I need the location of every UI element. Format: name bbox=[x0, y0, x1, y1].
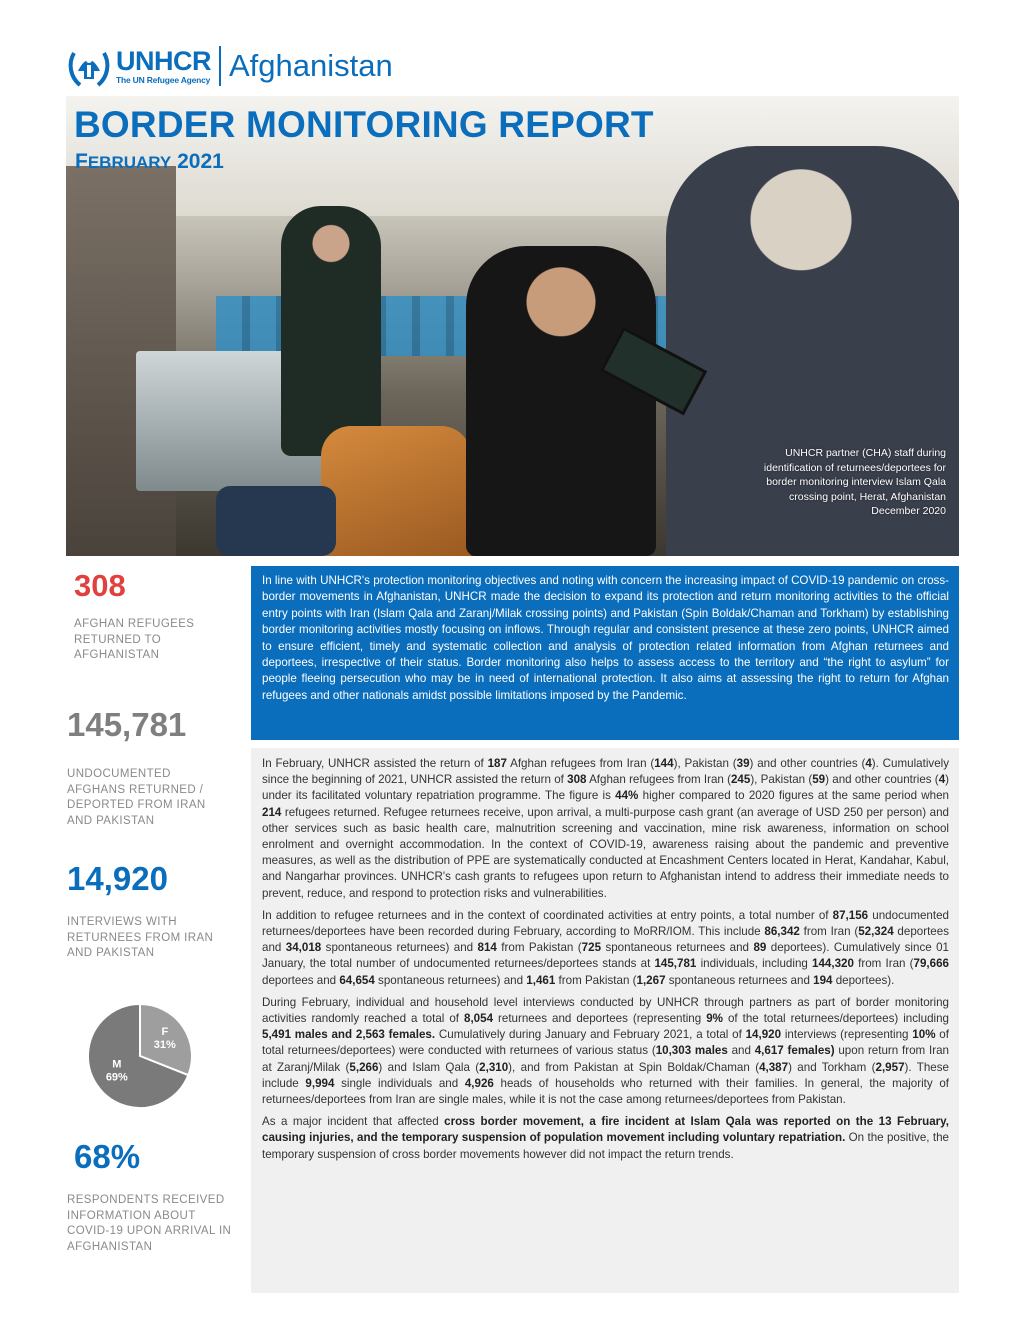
intro-highlight-box: In line with UNHCR's protection monitoring objectives and noting with concern the increasing impact of COVID-19 pandemic on cross-border movements in Afghanistan, UNHCR made the decision to expand its protection and return monitoring activities to the official entry points with Iran (Islam Qala and Zaranj/Milak crossing points) and Pakistan (Spin Boldak/Chaman and Torkham) by establishing border monitoring activities mostly focusing on inflows. Through regular and consistent presence at these zero points, UNHCR aimed to ensure efficient, timely and systematic collection and analysis of protection related information from Afghan returnees and deportees, irrespective of their status. Border monitoring also helps to assess access to the territory and “the right to asylum” for people fleeing persecution who may be in need of international protection. It also aims at assessing the right to return for Afghan refugees and other nationals amidst possible limitations imposed by the Pandemic. bbox=[251, 566, 959, 740]
country-name: Afghanistan bbox=[229, 48, 393, 83]
bold-figure: 4,617 females) bbox=[754, 1044, 835, 1058]
stat-value: 145,781 bbox=[67, 706, 187, 743]
body-paragraph: In addition to refugee returnees and in the context of coordinated activities at entry points, a total number of 87,156 undocumented returnees/deportees have been recorded during February, according to MoRR/IOM. This include 86,342 from Iran (52,324 deportees and 34,018 spontaneous returnees) and 814 from Pakistan (725 spontaneous returnees and 89 deportees). Cumulatively since 01 January, the total number of undocumented returnees/deportees stands at 145,781 individuals, including 144,320 from Iran (79,666 deportees and 64,654 spontaneous returnees) and 1,461 from Pakistan (1,267 spontaneous returnees and 194 deportees). bbox=[262, 908, 950, 987]
photo-caption: UNHCR partner (CHA) staff during identification of returnees/deportees for border monitoring interview Islam Qala crossing point, Herat, Afghanistan December 2020 bbox=[763, 447, 946, 517]
pie-label-f: F 31% bbox=[153, 1026, 176, 1052]
stat-undocumented-returned bbox=[67, 708, 222, 829]
bold-figure: 86,342 bbox=[764, 925, 800, 939]
bold-figure: 9,994 bbox=[305, 1076, 335, 1090]
stat-interviews bbox=[67, 862, 227, 962]
bold-figure: 14,920 bbox=[745, 1028, 782, 1042]
bold-figure: 2,957 bbox=[875, 1060, 905, 1074]
bold-figure: 5,491 males and 2,563 females. bbox=[262, 1028, 436, 1042]
subtitle-initial: F bbox=[75, 150, 88, 173]
bold-figure: 145,781 bbox=[654, 957, 697, 971]
org-name: UNHCR bbox=[116, 45, 211, 76]
stat-label: UNDOCUMENTED AFGHANS RETURNED / DEPORTED FROM IRAN AND PAKISTAN bbox=[67, 768, 206, 827]
stat-label: AFGHAN REFUGEES RETURNED TO AFGHANISTAN bbox=[74, 618, 195, 661]
stat-value: 68% bbox=[74, 1138, 141, 1175]
stat-value: 308 bbox=[74, 568, 126, 603]
bold-figure: 2,310 bbox=[479, 1060, 509, 1074]
unhcr-emblem-icon bbox=[66, 43, 112, 89]
body-paragraph: During February, individual and household level interviews conducted by UNHCR through partners as part of border monitoring activities randomly reached a total of 8,054 returnees and deportees (representing 9% of the total returnees/deportees) including 5,491 males and 2,563 females. Cumulatively during January and February 2021, a total of 14,920 interviews (representing 10% of total returnees/deportees) were conducted with returnees of various status (10,303 males and 4,617 females) upon return from Iran at Zaranj/Milak (5,266) and Islam Qala (2,310), and from Pakistan at Spin Boldak/Chaman (4,387) and Torkham (2,957). These include 9,994 single individuals and 4,926 heads of households who returned with their families. In general, the majority of returnees/deportees from Iran are single males, while it is not the case among returnees/deportees from Pakistan. bbox=[262, 995, 949, 1107]
bold-figure: 245 bbox=[730, 773, 751, 787]
bold-figure: 39 bbox=[736, 757, 750, 770]
body-paragraph: As a major incident that affected cross border movement, a fire incident at Islam Qala was reported on the 13 February, causing injuries, and the temporary suspension of population movement including voluntary repatriation. On the positive, the temporary suspension of cross border movements however did not impact the return trends. bbox=[262, 1115, 949, 1161]
bold-figure: 814 bbox=[477, 941, 497, 955]
bold-figure: 214 bbox=[262, 805, 282, 819]
report-body bbox=[251, 748, 959, 1293]
bold-figure: 4,387 bbox=[759, 1060, 789, 1074]
header bbox=[66, 40, 393, 92]
bold-figure: 10% bbox=[912, 1028, 936, 1042]
bold-figure: 194 bbox=[813, 973, 833, 987]
bold-figure: 4,926 bbox=[464, 1076, 494, 1090]
bold-figure: cross border movement, a fire incident at Islam Qala was reported on the 13 February, causing injuries, and the temporary suspension of population movement including voluntary repatriation. bbox=[262, 1115, 949, 1145]
bold-figure: 44% bbox=[615, 789, 639, 803]
body-paragraph: In February, UNHCR assisted the return of 187 Afghan refugees from Iran (144), Pakistan (39) and other countries (4). Cumulatively since the beginning of 2021, UNHCR assisted the return of 308 Afghan refugees from Iran (245), Pakistan (59) and other countries (4) under its facilitated voluntary repatriation programme. The figure is 44% higher compared to 2020 figures at the same period when 214 refugees returned. Refugee returnees receive, upon arrival, a multi-purpose cash grant (an average of USD 250 per person) and other services such as basic health care, malnutrition screening and vaccination, mine risk awareness, information on school enrolment and overnight accommodation. In the context of COVID-19, awareness raising about the pandemic and preventive measures, as well as the distribution of PPE are systematically conducted at Encashment Centers located in Herat, Kandahar, Kabul, and Nangarhar provinces. UNHCR's cash grants to refugees upon return to Afghanistan intend to address their immediate needs to prevent, reduce, and respond to protection risks and vulnerabilities. bbox=[262, 757, 950, 900]
bold-figure: 52,324 bbox=[858, 925, 894, 939]
bold-figure: 725 bbox=[581, 941, 602, 955]
bold-figure: 10,303 males bbox=[655, 1044, 728, 1058]
stat-label: RESPONDENTS RECEIVED INFORMATION ABOUT COVID-19 UPON ARRIVAL IN AFGHANISTAN bbox=[67, 1194, 232, 1253]
bold-figure: 1,267 bbox=[636, 973, 666, 987]
photo-person bbox=[281, 206, 381, 456]
bold-figure: 64,654 bbox=[339, 973, 375, 987]
bold-figure: 9% bbox=[706, 1012, 723, 1026]
stat-refugees-returned bbox=[74, 570, 214, 664]
bold-figure: 1,461 bbox=[526, 973, 556, 987]
bold-figure: 4 bbox=[865, 757, 872, 770]
org-tagline: The UN Refugee Agency bbox=[116, 74, 211, 85]
gender-pie-chart bbox=[84, 1000, 196, 1112]
photo-person-center bbox=[466, 246, 656, 556]
bold-figure: 34,018 bbox=[285, 941, 322, 955]
bold-figure: 89 bbox=[753, 941, 767, 955]
bold-figure: 87,156 bbox=[832, 908, 869, 922]
bold-figure: 4 bbox=[938, 773, 946, 787]
bold-figure: 5,266 bbox=[349, 1060, 379, 1074]
bold-figure: 144,320 bbox=[812, 957, 854, 971]
bold-figure: 187 bbox=[487, 757, 507, 770]
bold-figure: 8,054 bbox=[464, 1012, 494, 1026]
pie-svg bbox=[84, 1000, 196, 1112]
logo-divider bbox=[219, 46, 221, 86]
stat-value: 14,920 bbox=[67, 860, 168, 897]
subtitle-month: EBRUARY bbox=[87, 153, 172, 172]
pie-label-m: M 69% bbox=[105, 1058, 128, 1084]
stat-label: INTERVIEWS WITH RETURNEES FROM IRAN AND PAKISTAN bbox=[67, 916, 214, 959]
bold-figure: 308 bbox=[567, 773, 587, 787]
photo-bag bbox=[216, 486, 336, 556]
photo-bag bbox=[321, 426, 471, 556]
report-subtitle bbox=[75, 150, 224, 174]
bold-figure: 79,666 bbox=[913, 957, 949, 971]
report-title: BORDER MONITORING REPORT bbox=[74, 104, 654, 145]
bold-figure: 59 bbox=[812, 773, 826, 787]
bold-figure: 144 bbox=[654, 757, 674, 770]
stat-covid-info bbox=[67, 1138, 237, 1255]
logo-text bbox=[116, 45, 211, 85]
subtitle-year: 2021 bbox=[171, 150, 224, 173]
